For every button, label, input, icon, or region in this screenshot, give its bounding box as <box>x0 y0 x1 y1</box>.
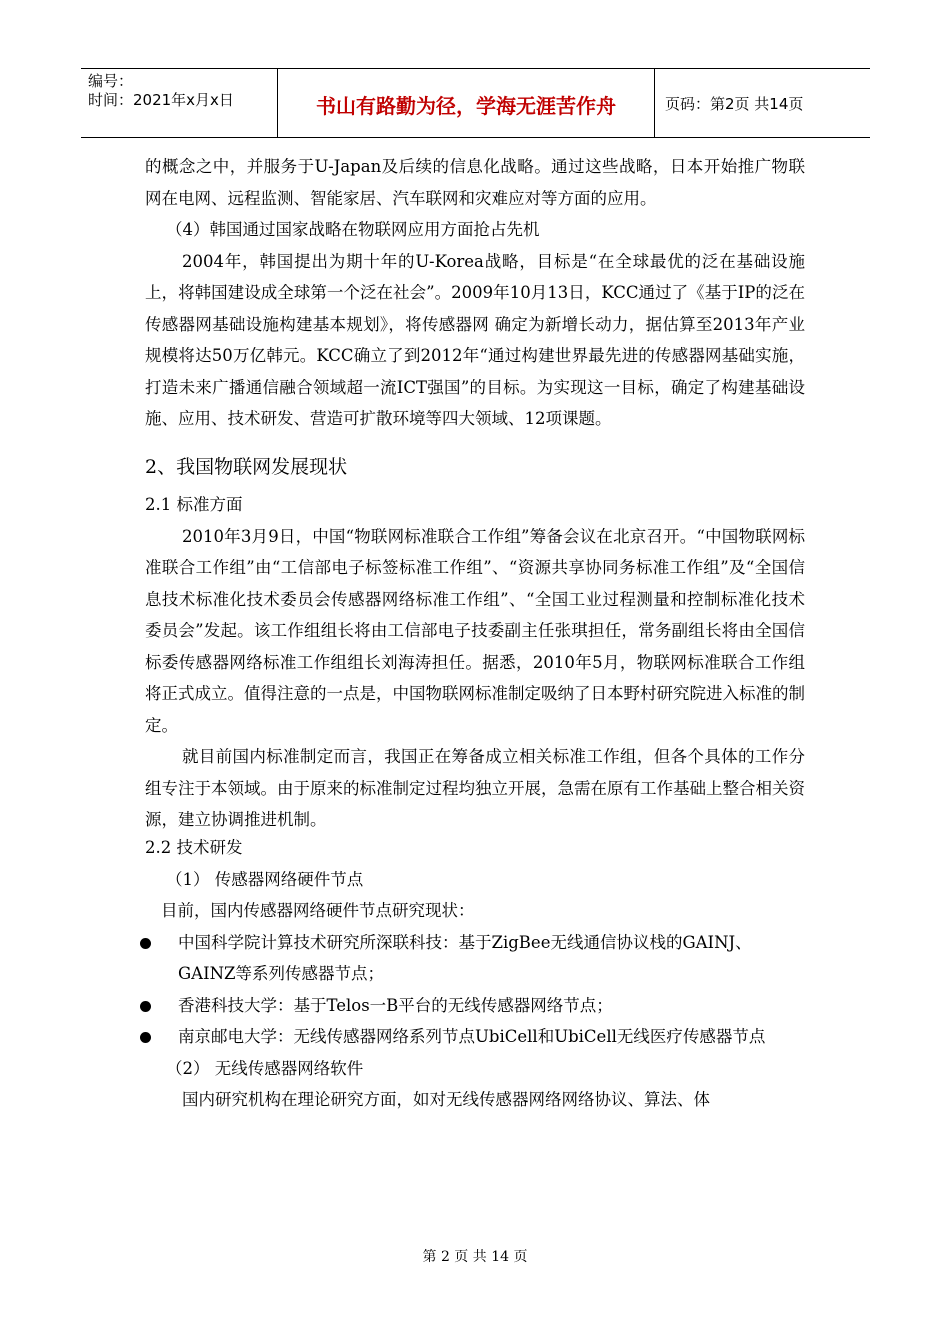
paragraph: 就目前国内标准制定而言，我国正在筹备成立相关标准工作组，但各个具体的工作分组专注于本领域。由于原来的标准制定过程均独立开展，急需在原有工作基础上整合相关资源，建立协调推进机制。 <box>145 747 805 829</box>
list-item-text: 香港科技大学：基于Telos一B平台的无线传感器网络节点； <box>178 995 613 1015</box>
list-heading: （1） 传感器网络硬件节点 <box>166 869 364 889</box>
header-page-cell <box>655 69 870 137</box>
document-date: 时间：2021年x月x日 <box>88 91 234 109</box>
document-number: 编号： <box>88 72 134 90</box>
list-item <box>145 1021 805 1053</box>
bullet-icon <box>140 938 151 949</box>
section-heading: 2、我国物联网发展现状 <box>145 455 348 478</box>
paragraph: 国内研究机构在理论研究方面，如对无线传感器网络网络协议、算法、体 <box>182 1090 710 1109</box>
header-page-code: 页码：第2页 共14页 <box>665 95 804 113</box>
page-header <box>81 68 870 138</box>
page-footer: 第 2 页 共 14 页 <box>422 1249 528 1265</box>
document-body <box>145 151 805 1116</box>
list-heading: （2） 无线传感器网络软件 <box>166 1058 364 1078</box>
subsection-heading: 2.2 技术研发 <box>145 837 243 857</box>
header-motto-cell <box>278 69 655 137</box>
paragraph: 2010年3月9日，中国“物联网标准联合工作组”筹备会议在北京召开。“中国物联网标准联合工作组”由“工信部电子标签标准工作组”、“资源共享协同务标准工作组”及“全国信息技术标准化技术委员会传感器网络标准工作组”、“全国工业过程测量和控制标准化技术委员会”发起。该工作组组长将由工信部电子技委副主任张琪担任，常务副组长将由全国信标委传感器网络标准工作组组长刘海涛担任。据悉，2010年5月，物联网标准联合工作组将正式成立。值得注意的一点是，中国物联网标准制定吸纳了日本野村研究院进入标准的制定。 <box>145 526 805 735</box>
bullet-icon <box>140 1032 151 1043</box>
list-item <box>145 927 805 990</box>
list-item <box>145 990 805 1022</box>
paragraph: 目前，国内传感器网络硬件节点研究现状： <box>161 901 475 920</box>
bullet-icon <box>140 1001 151 1012</box>
list-item-text: 中国科学院计算技术研究所深联科技：基于ZigBee无线通信协议栈的GAINJ、GAINZ等系列传感器节点； <box>178 932 752 983</box>
section-subheading: （4）韩国通过国家战略在物联网应用方面抢占先机 <box>166 220 540 239</box>
header-info-cell <box>81 69 278 137</box>
bullet-list <box>145 927 805 1053</box>
list-item-text: 南京邮电大学：无线传感器网络系列节点UbiCell和UbiCell无线医疗传感器节点 <box>178 1027 766 1046</box>
paragraph: 的概念之中，并服务于U-Japan及后续的信息化战略。通过这些战略，日本开始推广物联网在电网、远程监测、智能家居、汽车联网和灾难应对等方面的应用。 <box>145 157 805 208</box>
paragraph: 2004年，韩国提出为期十年的U-Korea战略，目标是“在全球最优的泛在基础设施上，将韩国建设成全球第一个泛在社会”。2009年10月13日，KCC通过了《基于IP的泛在传感器网基础设施构建基本规划》，将传感器网 确定为新增长动力，据估算至2013年产业规模将达50万亿韩元。KCC确立了到2012年“通过构建世界最先进的传感器网基础实施，打造未来广播通信融合领域超一流ICT强国”的目标。为实现这一目标，确定了构建基础设施、应用、技术研发、营造可扩散环境等四大领域、12项课题。 <box>145 251 805 428</box>
subsection-heading: 2.1 标准方面 <box>145 494 243 514</box>
header-motto: 书山有路勤为径，学海无涯苦作舟 <box>316 94 616 118</box>
